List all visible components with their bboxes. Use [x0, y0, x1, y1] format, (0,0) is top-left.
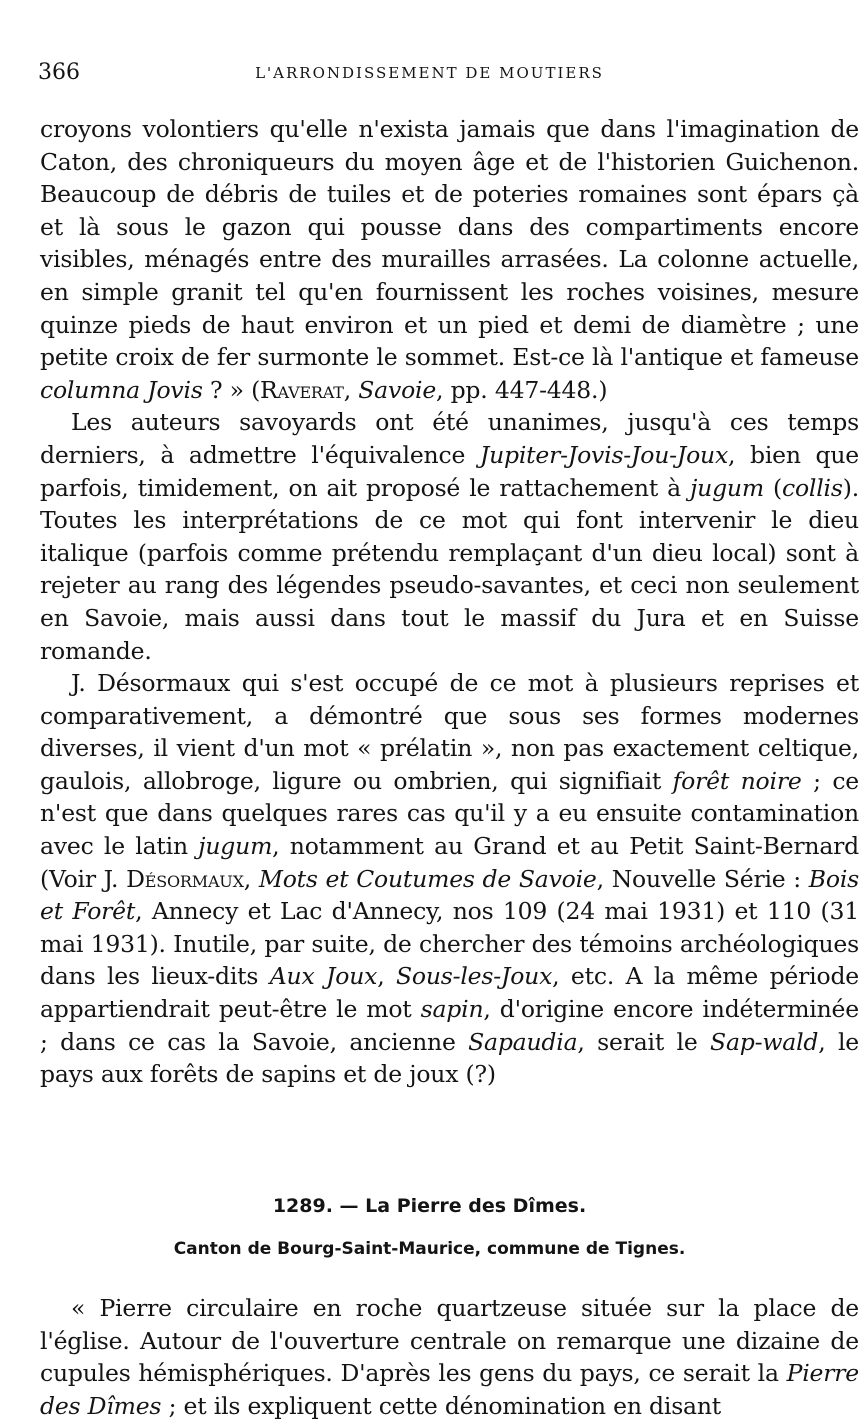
- running-header: L'ARRONDISSEMENT DE MOUTIERS: [255, 64, 604, 82]
- paragraph: « Pierre circulaire en roche quartzeuse située sur la place de l'église. Autour de l'ouverture centrale on remarque une dizaine de cupules hémisphériques. D'après les gens du pays, ce serait la Pierre des Dîmes ; et ils expliquent cette dénomination en disant: [40, 1294, 859, 1420]
- paragraph: Les auteurs savoyards ont été unanimes, jusqu'à ces temps derniers, à admettre l'équivalence Jupiter-Jovis-Jou-Joux, bien que parfois, timidement, on ait proposé le rattachement à jugum (collis). Toutes les interprétations de ce mot qui font intervenir le dieu italique (parfois comme prétendu remplaçant d'un dieu local) sont à rejeter au rang des légendes pseudo-savantes, et ceci non seulement en Savoie, mais aussi dans tout le massif du Jura et en Suisse romande.: [40, 408, 859, 665]
- section-subtitle: Canton de Bourg-Saint-Maurice, commune de Tignes.: [173, 1239, 686, 1259]
- paragraph: J. Désormaux qui s'est occupé de ce mot à plusieurs reprises et comparativement, a démontré que sous ses formes modernes diverses, il vient d'un mot « prélatin », non pas exactement celtique, gaulois, allobroge, ligure ou ombrien, qui signifiait forêt noire ; ce n'est que dans quelques rares cas qu'il y a eu ensuite contamination avec le latin jugum, notamment au Grand et au Petit Saint-Bernard (Voir J. Désormaux, Mots et Coutumes de Savoie, Nouvelle Série : Bois et Forêt, Annecy et Lac d'Annecy, nos 109 (24 mai 1931) et 110 (31 mai 1931). Inutile, par suite, de chercher des témoins archéologiques dans les lieux-dits Aux Joux, Sous-les-Joux, etc. A la même période appartiendrait peut-être le mot sapin, d'origine encore indéterminée ; dans ce cas la Savoie, ancienne Sapaudia, serait le Sap-wald, le pays aux forêts de sapins et de joux (?): [40, 669, 859, 1089]
- page-number: 366: [38, 60, 80, 85]
- section-title: 1289. — La Pierre des Dîmes.: [272, 1195, 587, 1217]
- quote-text: [40, 1292, 859, 1422]
- paragraph: croyons volontiers qu'elle n'exista jamais que dans l'imagination de Caton, des chroniqueurs du moyen âge et de l'historien Guichenon. Beaucoup de débris de tuiles et de poteries romaines sont épars çà et là sous le gazon qui pousse dans des compartiments encore visibles, ménagés entre des murailles arrasées. La colonne actuelle, en simple granit tel qu'en fournissent les roches voisines, mesure quinze pieds de haut environ et un pied et demi de diamètre ; une petite croix de fer surmonte le sommet. Est-ce là l'antique et fameuse columna Jovis ? » (Raverat, Savoie, pp. 447-448.): [40, 115, 859, 404]
- body-text: [40, 113, 859, 1091]
